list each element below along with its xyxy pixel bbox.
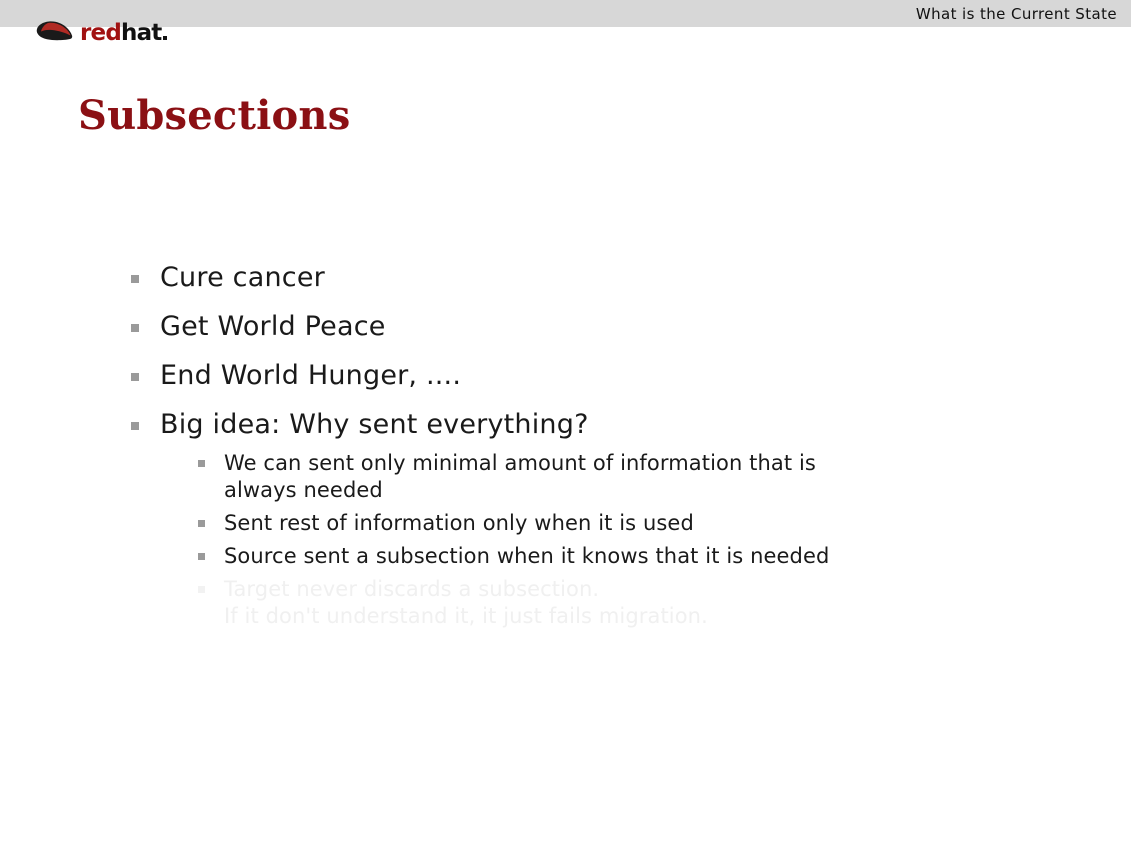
logo-word-hat: hat [121, 20, 162, 46]
header-section-title: What is the Current State [915, 5, 1117, 23]
square-bullet-icon [131, 422, 139, 430]
list-item [128, 409, 1068, 629]
sub-list-item-label: Target never discards a subsection. [224, 576, 600, 601]
redhat-hat-icon [36, 20, 78, 44]
list-item-label: Big idea: Why sent everything? [160, 409, 589, 441]
list-item [128, 262, 1068, 293]
sub-list-item [196, 543, 1068, 570]
list-item-label: Get World Peace [160, 311, 386, 343]
square-bullet-icon [131, 324, 139, 332]
list-item [128, 360, 1068, 391]
square-bullet-icon [198, 553, 205, 560]
square-bullet-icon [198, 520, 205, 527]
sub-bullet-list [196, 450, 1068, 629]
list-item [128, 311, 1068, 342]
list-item-label: End World Hunger, .... [160, 360, 462, 392]
square-bullet-icon [131, 373, 139, 381]
redhat-logo [36, 16, 186, 50]
square-bullet-icon [131, 275, 139, 283]
sub-list-item [196, 510, 1068, 537]
sub-list-item-label: We can sent only minimal amount of information that is [224, 451, 816, 476]
logo-word-red: red [80, 20, 122, 46]
sub-list-item-label: Source sent a subsection when it knows that it is needed [224, 543, 830, 568]
list-item-label: Cure cancer [160, 262, 325, 293]
page-title: Subsections [78, 92, 351, 139]
bullet-list [128, 262, 1068, 647]
square-bullet-icon [198, 460, 205, 467]
redhat-wordmark [80, 22, 167, 45]
sub-list-item-label: Sent rest of information only when it is used [224, 510, 694, 535]
square-bullet-icon [198, 586, 205, 593]
sub-list-item-label-line2: always needed [224, 478, 383, 503]
sub-list-item-upcoming [196, 576, 1068, 630]
logo-dot [163, 36, 167, 40]
sub-list-item [196, 450, 1068, 504]
sub-list-item-label-line2: If it don't understand it, it just fails migration. [224, 603, 708, 628]
